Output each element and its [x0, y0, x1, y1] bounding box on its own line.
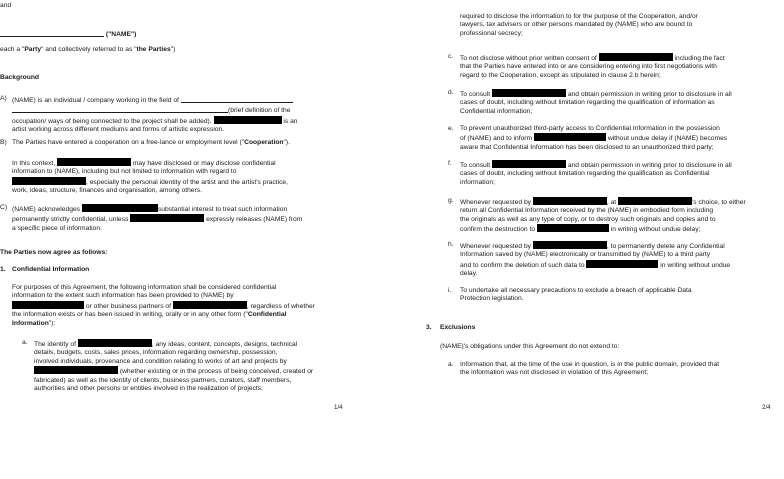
bg-b-paragraph: The Parties have entered a cooperation on a free-lance or employment level ("Cooperation").	[12, 139, 290, 146]
redaction	[534, 133, 606, 141]
name-blank	[0, 29, 104, 37]
top-continuation: required to disclose the information to for the purpose of the Cooperation, and/or lawyers, tax advisers or other persons mandated by (NAME) who are bound to professional secrecy;	[460, 13, 698, 37]
redaction	[537, 224, 609, 232]
item-h-paragraph: Whenever requested by , to permanently delete any Confidential Information saved by (NAME) electronically or transmitted by (NAME) to a third party and to confirm the deletion of such data to in writing without undue delay.	[460, 243, 731, 278]
item-a-letter: a.	[22, 339, 28, 346]
redaction	[130, 214, 204, 222]
item-e-paragraph: To prevent unauthorized third-party access to Confidential Information in the possession of (NAME) and to inform without undue delay if (NAME) becomes aware that Confidential Information has been disclosed to an unauthorized third party;	[460, 125, 728, 151]
sec3-intro: (NAME)'s obligations under this Agreement do not extend to:	[440, 343, 620, 350]
sec1-paragraph: For purposes of this Agreement, the following information shall be considered confidential information to the extent such information has been provided to (NAME) by or other business partners of , regardless of whether the information exists or has been issued in writing, orally or in any other form ("Confidential Information"):	[12, 284, 315, 327]
redaction	[533, 241, 607, 249]
item-g-letter: g.	[448, 197, 454, 204]
sec1-title: Confidential Information	[12, 266, 90, 273]
bg-c-paragraph: (NAME) acknowledges substantial interest to treat such information permanently strictly confidential, unless expressly releases (NAME) from a specific piece of information.	[12, 206, 303, 232]
name-suffix: ("NAME")	[105, 31, 137, 38]
item-h-letter: h.	[448, 241, 454, 248]
item-c-letter: c.	[448, 53, 454, 60]
redaction	[34, 366, 118, 374]
redaction	[12, 301, 84, 309]
page-2	[392, 0, 784, 479]
sec3-number: 3.	[426, 324, 432, 331]
bg-a-paragraph: (NAME) is an individual / company working in the field of (brief definition of the occupation/ ways of being connected to the project shall be added). is an artist working across different mediums and forms of artistic expression.	[12, 97, 298, 134]
item-f-paragraph: To consult and obtain permission in writing prior to disclosure in all cases of doubt, including without limitation regarding the qualification as Confidential information;	[460, 162, 732, 186]
redaction	[57, 158, 131, 166]
page-number-1: 1/4	[334, 404, 343, 411]
background-heading: Background	[0, 74, 40, 81]
item-i-letter: i.	[448, 287, 452, 294]
redaction	[12, 177, 86, 185]
redaction	[599, 53, 673, 61]
redaction	[82, 204, 158, 212]
item-g-paragraph: Whenever requested by , at 's choice, to either return all Confidential Information received by the (NAME) in embodied form including the originals as well as any type of copy, or to destroy such originals and copies and to confirm the destruction to in writing without undue delay;	[460, 199, 746, 234]
item-d-letter: d.	[448, 89, 454, 96]
item-e-letter: e.	[448, 125, 454, 132]
item-a-paragraph: The identity of , any ideas, content, concepts, designs, technical details, budgets, costs, sales prices, information regarding ownership, possession, involved individuals, provenance and condition relating to works of art and projects by (whether existing or in the process of being conceived, created or fabricated) as well as the identity of clients, business partners, curators, staff members, authorities and other persons or entities involved in the realization of projects;	[34, 341, 314, 393]
page-number-2: 2/4	[762, 404, 771, 411]
sec1-number: 1.	[0, 266, 6, 273]
context-paragraph: In this context, may have disclosed or may disclose confidential information to (NAME), including but not limited to information with regard to , especially the personal identity of the artist and the artist's practice, work, ideas, structure, finances and organisation, among others.	[12, 160, 289, 195]
bg-b-letter: B)	[0, 139, 7, 146]
redaction	[533, 197, 607, 205]
agree-heading: The Parties now agree as follows:	[0, 249, 108, 256]
item-c-paragraph: To not disclose without prior written consent of including the fact that the Parties have entered into or are considering entering into first negotiations with regard to the Cooperation, except as stipulated in clause 2.b herein;	[460, 55, 725, 79]
redaction	[492, 160, 566, 168]
name-line	[0, 29, 136, 39]
redaction	[173, 301, 247, 309]
item-d-paragraph: To consult and obtain permission in writing prior to disclosure in all cases of doubt, including without limitation regarding the qualification of information as Confidential information;	[460, 91, 732, 115]
bg-a-letter: A)	[0, 95, 7, 102]
exclusion-a-letter: a.	[448, 361, 454, 368]
redaction	[586, 260, 658, 268]
item-f-letter: f.	[448, 160, 452, 167]
bg-c-letter: C)	[0, 204, 8, 211]
top-cut-text: and	[0, 2, 12, 9]
redaction	[214, 116, 282, 124]
redaction	[618, 197, 692, 205]
exclusion-a-paragraph: Information that, at the time of the use in question, is in the public domain, provided that the information was not disclosed in violation of this Agreement;	[460, 361, 720, 377]
redaction	[78, 339, 152, 347]
redaction	[492, 89, 566, 97]
sec3-title: Exclusions	[440, 324, 476, 331]
party-definition: each a "Party" and collectively referred to as "the Parties")	[0, 46, 176, 53]
item-i-paragraph: To undertake all necessary precautions to exclude a breach of applicable Data Protection legislation.	[460, 287, 692, 303]
